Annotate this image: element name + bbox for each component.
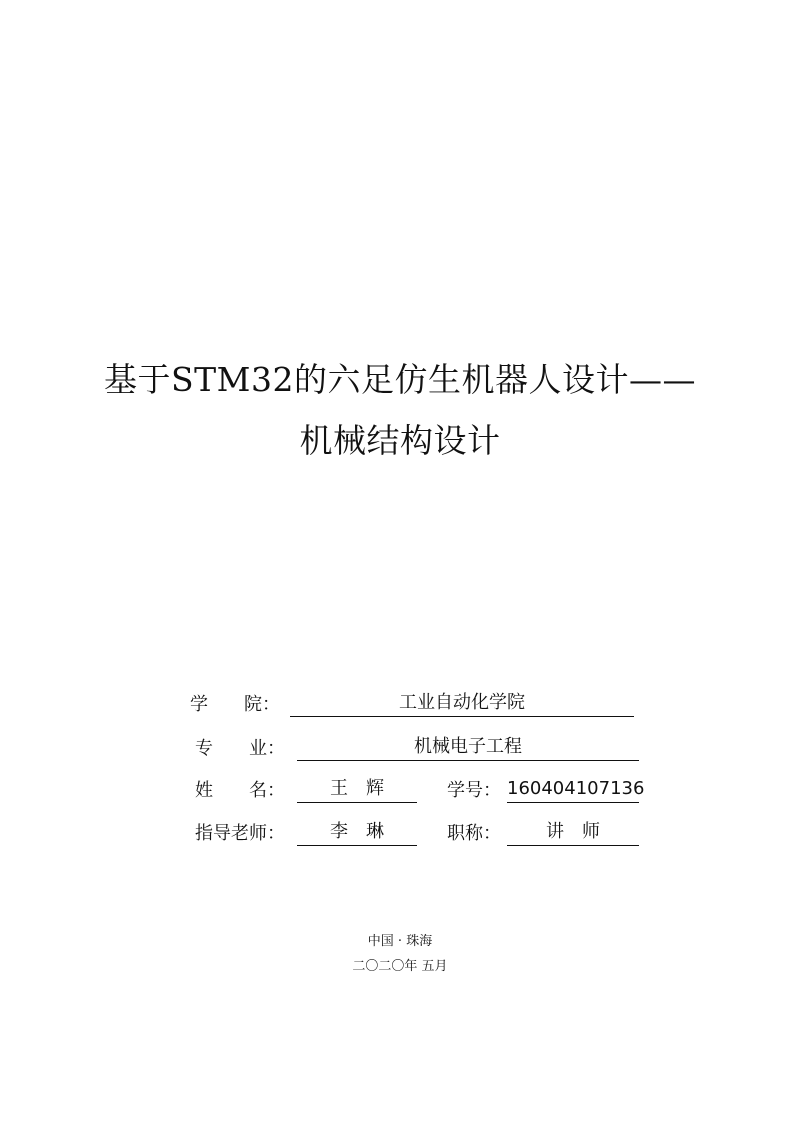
advisor-row: [195, 819, 645, 849]
name-value: 王 辉: [297, 776, 417, 803]
footer-date: 二〇二〇年 五月: [352, 959, 448, 974]
thesis-title-line-1: 基于STM32的六足仿生机器人设计——: [104, 360, 696, 399]
name-row: [195, 776, 645, 806]
professional-title-label: 职称：: [447, 823, 501, 844]
professional-title-value: 讲 师: [507, 819, 639, 846]
student-id-value: 160404107136: [507, 776, 639, 803]
footer-place: 中国 · 珠海: [367, 934, 433, 949]
major-row: [195, 734, 645, 764]
thesis-title-line-2: 机械结构设计: [299, 421, 501, 460]
major-value: 机械电子工程: [297, 734, 639, 761]
college-row: [190, 690, 640, 720]
advisor-value: 李 琳: [297, 819, 417, 846]
major-label: 专 业：: [195, 738, 285, 759]
advisor-label: 指导老师：: [195, 823, 285, 844]
student-id-label: 学号：: [447, 780, 501, 801]
name-label: 姓 名：: [195, 780, 285, 801]
college-value: 工业自动化学院: [290, 690, 634, 717]
college-label: 学 院：: [190, 694, 280, 715]
